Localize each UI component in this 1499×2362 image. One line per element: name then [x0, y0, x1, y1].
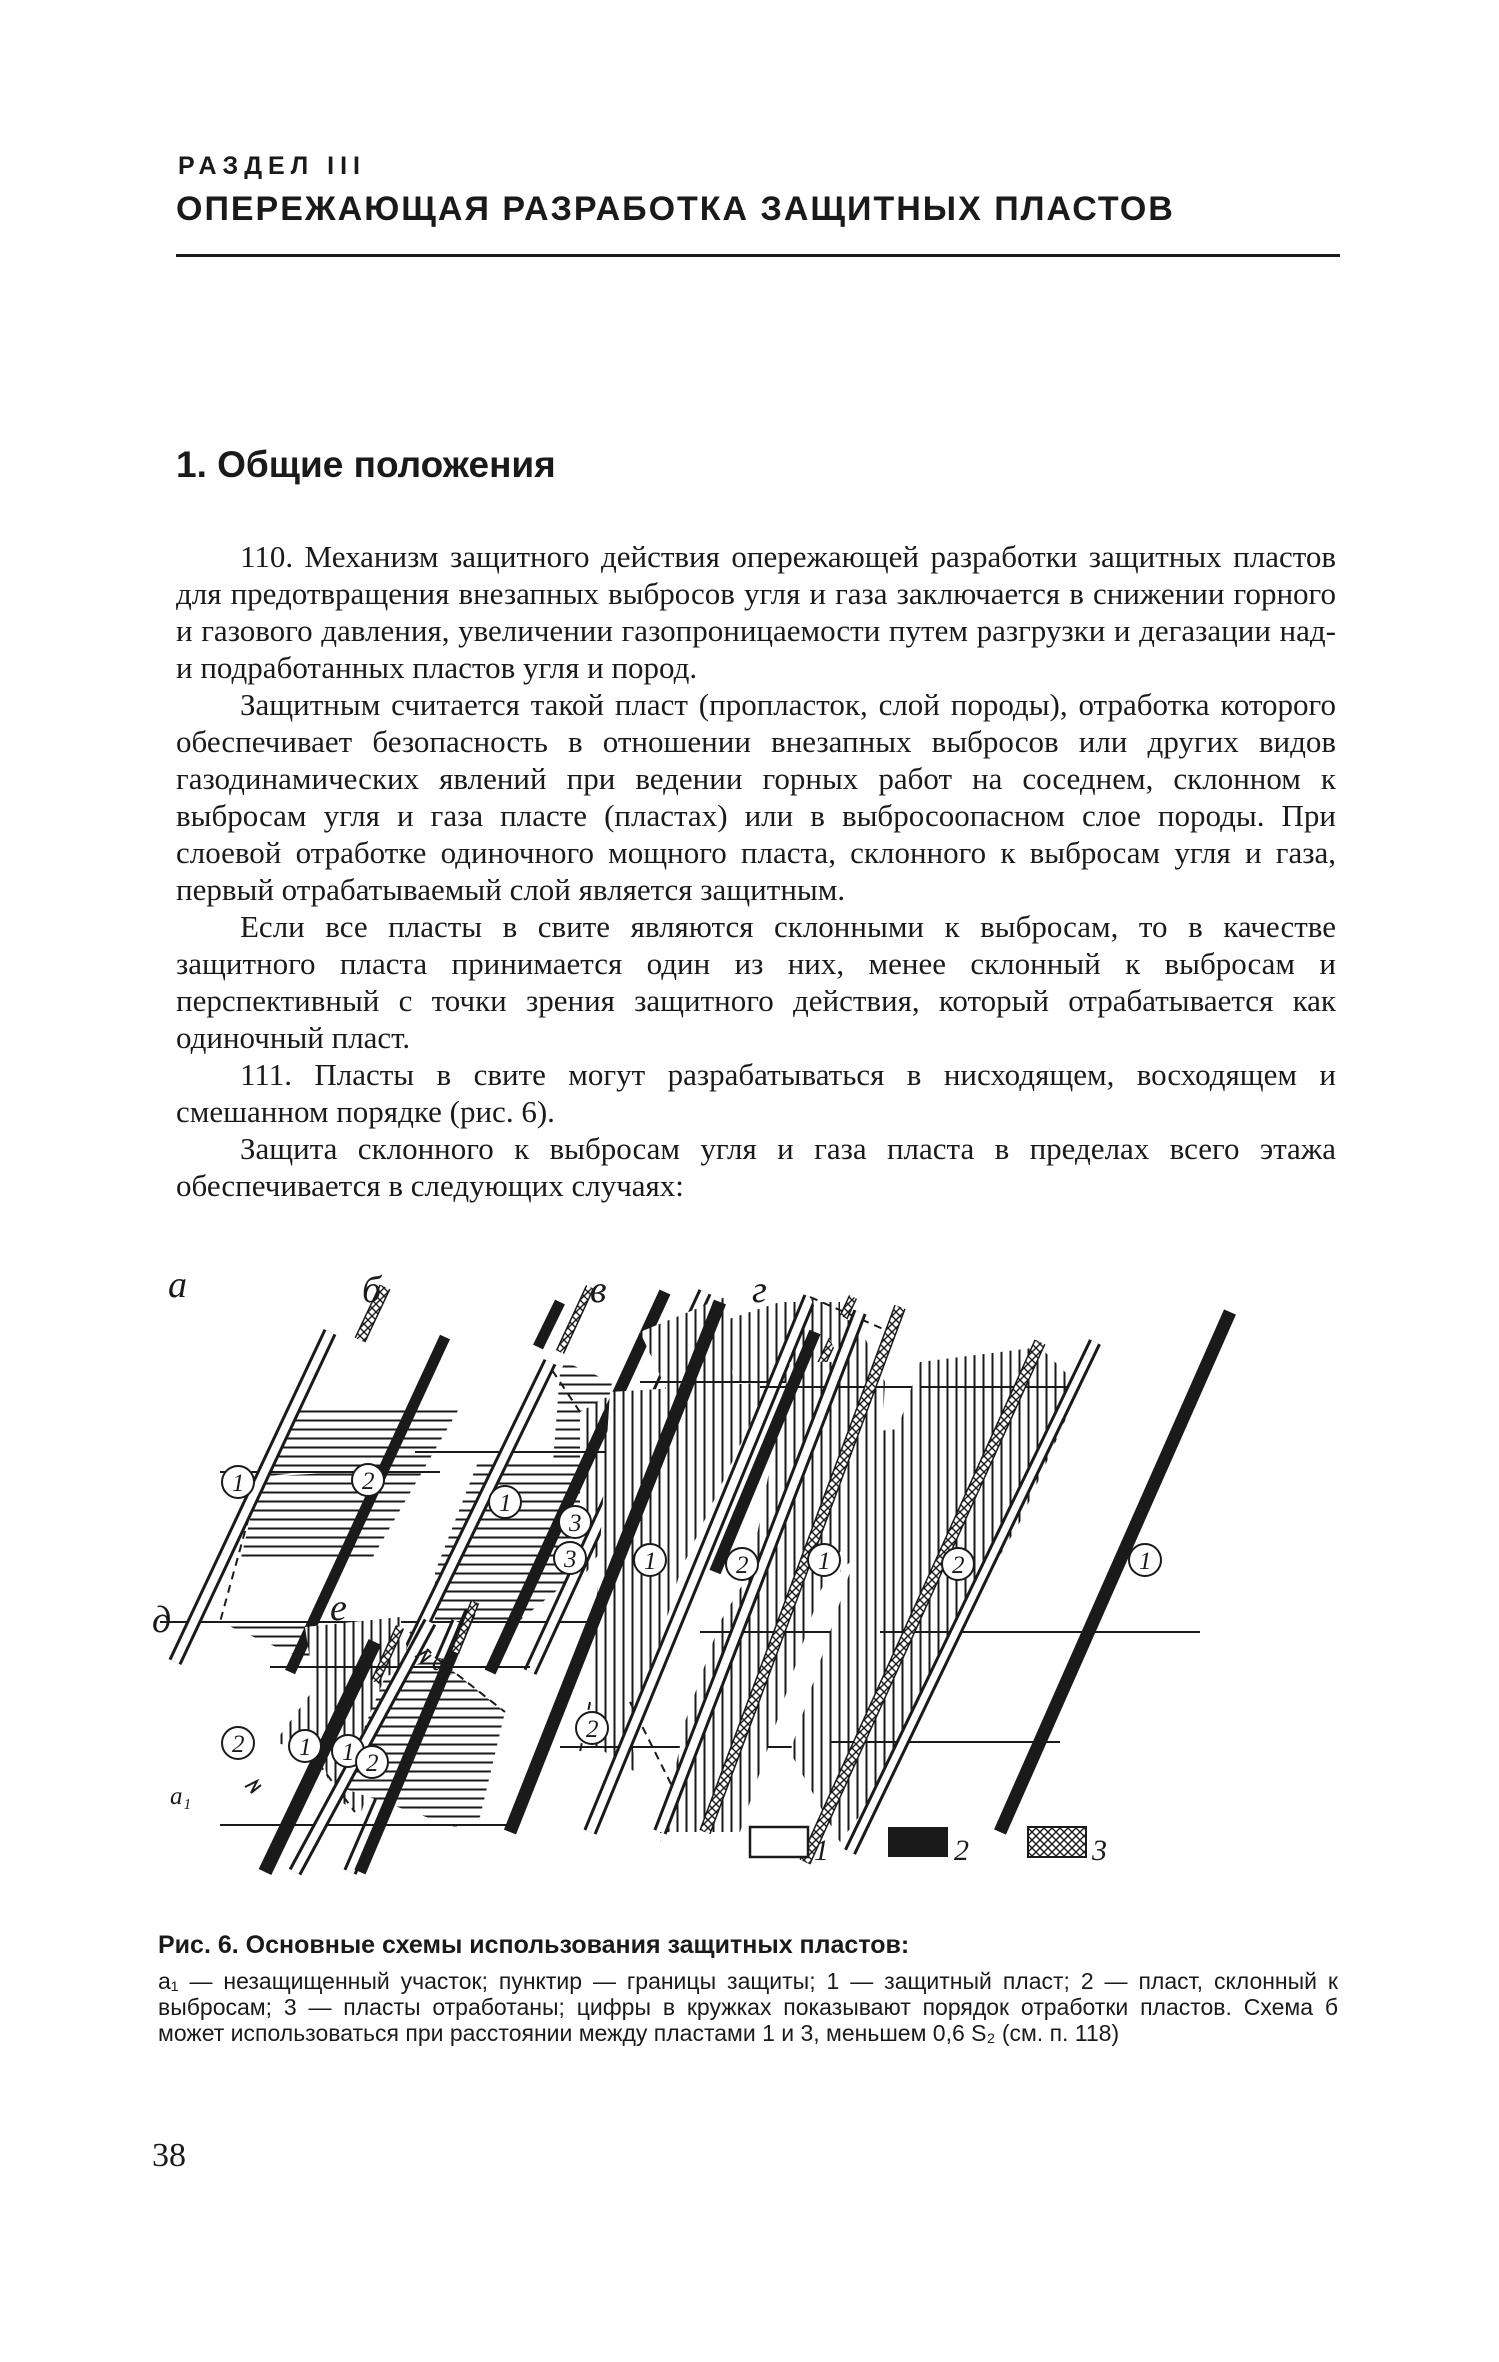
panel-label-d: д: [152, 1599, 172, 1641]
circle-number: 2: [362, 1468, 375, 1495]
a1-label: a₁: [432, 1649, 454, 1676]
header-rule: [176, 254, 1340, 257]
figure-6: [152, 1264, 1350, 1912]
circle-number: 2: [232, 1731, 245, 1758]
legend-label: 1: [814, 1834, 829, 1867]
legend-label: 2: [954, 1834, 969, 1867]
legend-swatch-outburst: [888, 1827, 948, 1857]
circle-number: 2: [952, 1552, 965, 1579]
body-text: [176, 538, 1336, 1204]
paragraph: Если все пласты в свите являются склонными к выбросам, то в качестве защитного пласта принимается один из них, менее склонный к выбросам и перспективный с точки зрения защитного действия, который отрабатывается как одиночный пласт.: [176, 909, 1336, 1055]
circle-number: 1: [499, 1490, 512, 1517]
caption-body: a₁ — незащищенный участок; пунктир — границы защиты; 1 — защитный пласт; 2 — пласт, склонный к выбросам; 3 — пласты отработаны; цифры в кружках показывают порядок отработки пластов. Схема б может использоваться при расстоянии между пластами 1 и 3, меньшем 0,6 S₂ (см. п. 118): [158, 1968, 1338, 2046]
circle-number: 1: [818, 1548, 831, 1575]
circle-number: 3: [569, 1510, 582, 1537]
figure-caption: [158, 1931, 1338, 2046]
panel-label-e: е: [330, 1587, 347, 1629]
page-number: 38: [152, 2137, 186, 2174]
circle-number: 1: [644, 1548, 657, 1575]
chapter-heading: 1. Общие положения: [176, 444, 556, 485]
circle-number: 2: [632, 1500, 645, 1527]
circle-number: 1: [299, 1734, 312, 1761]
a1-label: a₁: [170, 1783, 192, 1810]
circle-number: 1: [1139, 1548, 1152, 1575]
legend-swatch-worked: [1028, 1827, 1086, 1857]
panel-label-a: а: [168, 1264, 187, 1306]
circle-number: 2: [736, 1552, 749, 1579]
panel-label-v: в: [590, 1269, 607, 1311]
section-label: РАЗДЕЛ III: [178, 152, 367, 180]
circle-number: 1: [342, 1739, 355, 1766]
panel-label-b: б: [362, 1269, 382, 1311]
caption-title: Рис. 6. Основные схемы использования защитных пластов:: [158, 1931, 910, 1959]
circle-number: 2: [366, 1750, 379, 1777]
paragraph: Защитным считается такой пласт (пропласток, слой породы), отработка которого обеспечивает безопасность в отношении внезапных выбросов или других видов газодинамических явлений при ведении горных работ на соседнем, склонном к выбросам угля и газа пласте (пластах) или в выбросоопасном слое породы. При слоевой отработке одиночного мощного пласта, склонного к выбросам угля и газа, первый отрабатываемый слой является защитным.: [176, 687, 1336, 907]
paragraph: 110. Механизм защитного действия опережающей разработки защитных пластов для предотвращения внезапных выбросов угля и газа заключается в снижении горного и газового давления, увеличении газопроницаемости путем разгрузки и дегазации над- и подработанных пластов угля и пород.: [176, 539, 1336, 685]
panel-a: [160, 1287, 460, 1672]
circle-number: 1: [232, 1470, 245, 1497]
legend-label: 3: [1092, 1834, 1107, 1867]
circle-number: 2: [586, 1716, 599, 1743]
legend-swatch-protective: [750, 1827, 808, 1857]
panel-label-g: г: [752, 1269, 767, 1311]
paragraph: Защита склонного к выбросам угля и газа пласта в пределах всего этажа обеспечивается в следующих случаях:: [176, 1131, 1336, 1203]
paragraph: 111. Пласты в свите могут разрабатываться в нисходящем, восходящем и смешанном порядке (рис. 6).: [176, 1057, 1336, 1129]
section-title: ОПЕРЕЖАЮЩАЯ РАЗРАБОТКА ЗАЩИТНЫХ ПЛАСТОВ: [176, 190, 1175, 228]
figure-diagram: [152, 1264, 1350, 1912]
circle-number: 3: [564, 1546, 577, 1573]
